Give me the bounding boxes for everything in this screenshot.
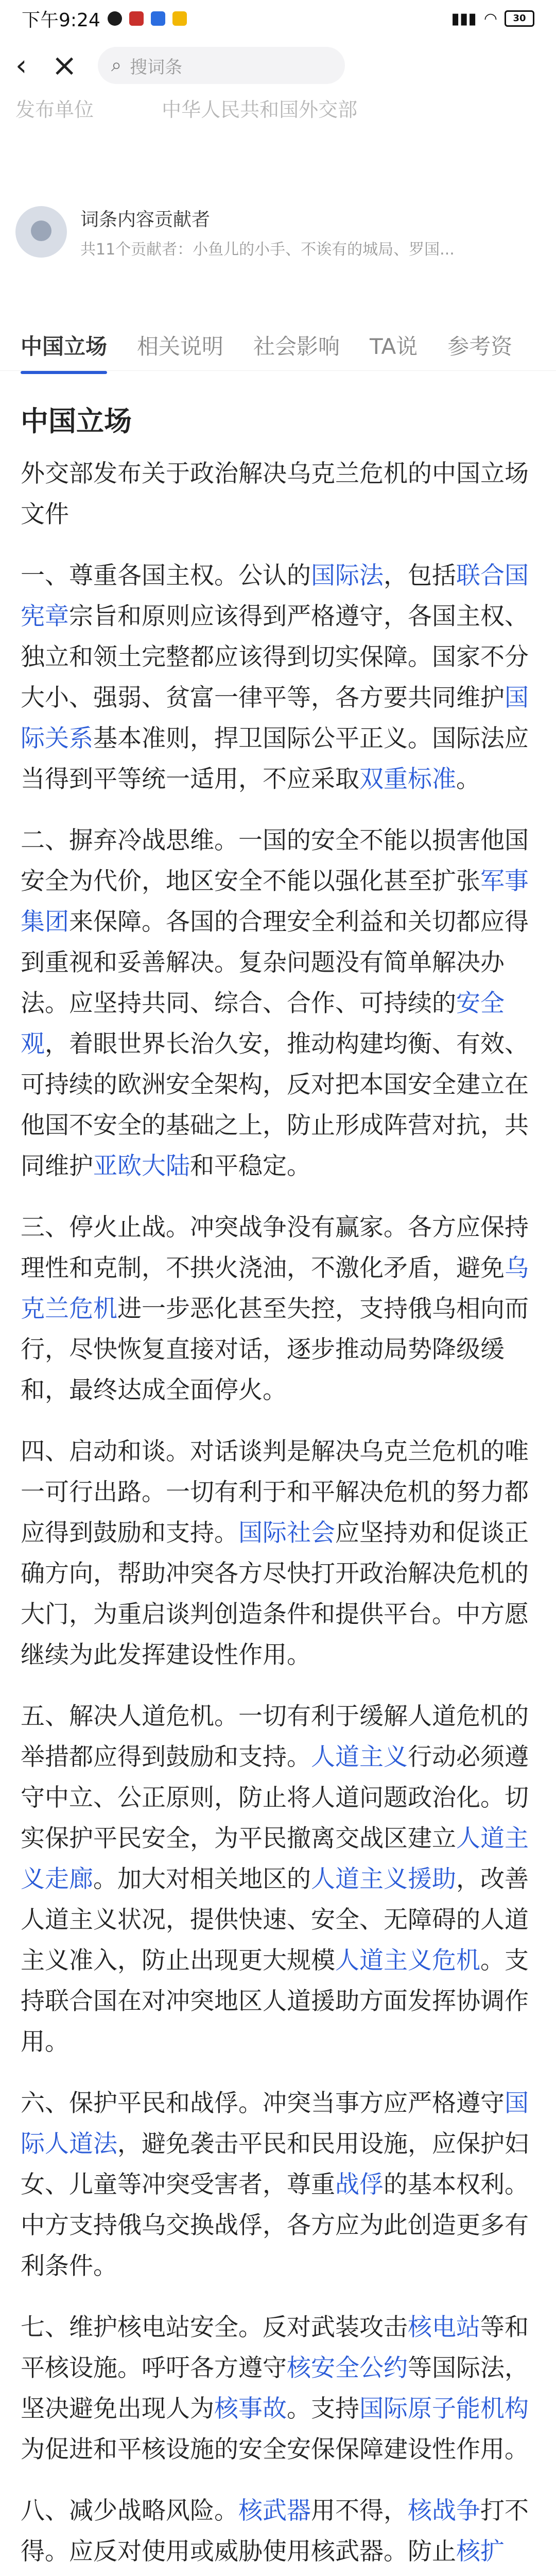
term-link[interactable]: 国际法 — [311, 562, 384, 590]
point-text: 进一步恶化甚至失控，支持俄乌相向而行，尽快恢复直接对话，逐步推动局势降级缓和，最终达成全面停火。 — [21, 1295, 529, 1404]
term-link[interactable]: 乌克兰危机 — [21, 1254, 529, 1323]
term-link[interactable]: 核武器 — [238, 2497, 311, 2525]
point-text: 。 — [456, 765, 480, 793]
term-link[interactable]: 联合国宪章 — [21, 562, 529, 631]
term-link[interactable]: 战俘 — [335, 2171, 384, 2199]
point-text: 。支持联合国在对冲突地区人道援助方面发挥协调作用。 — [21, 1946, 529, 2056]
point-text: 四、启动和谈。对话谈判是解决乌克兰危机的唯一可行出路。一切有利于和平解决危机的努力都应得到鼓励和支持。 — [21, 1437, 529, 1547]
search-icon: ⌕ — [111, 55, 122, 76]
term-link[interactable]: 核安全公约 — [287, 2354, 408, 2382]
status-bar — [0, 0, 556, 37]
infobox-label: 发布单位 — [15, 98, 94, 121]
notification-icon — [108, 11, 122, 26]
term-link[interactable]: 核电站 — [408, 2313, 480, 2342]
term-link[interactable]: 军事集团 — [21, 867, 529, 936]
point-text: 六、保护平民和战俘。冲突当事方应严格遵守 — [21, 2089, 505, 2117]
point-text: 和平稳定。 — [190, 1152, 311, 1180]
point-text: 基本准则，捍卫国际公平正义。国际法应当得到平等统一适用，不应采取 — [21, 724, 529, 793]
status-left — [22, 6, 187, 32]
point-text: 八、减少战略风险。 — [21, 2497, 238, 2525]
point-text: 一、尊重各国主权。公认的 — [21, 562, 311, 590]
faded-infobox-row — [15, 94, 541, 130]
position-point — [21, 1431, 535, 1675]
position-point — [21, 2490, 535, 2576]
tab-references[interactable]: 参考资 — [447, 333, 513, 359]
position-point — [21, 2307, 535, 2470]
close-icon[interactable]: × — [51, 47, 78, 83]
intro-paragraph: 外交部发布关于政治解决乌克兰危机的中国立场文件 — [21, 460, 529, 529]
contributor-title: 词条内容贡献者 — [80, 209, 211, 230]
contributors-panel[interactable] — [0, 196, 556, 268]
point-text: 三、停火止战。冲突战争没有赢家。各方应保持理性和克制，不拱火浇油，不激化矛盾，避免 — [21, 1213, 529, 1282]
point-text: 来保障。各国的合理安全利益和关切都应得到重视和妥善解决。复杂问题没有简单解决办法。应坚持共同、综合、合作、可持续的 — [21, 908, 529, 1018]
term-link[interactable]: 亚欧大陆 — [93, 1152, 190, 1180]
point-text: 。加大对相关地区的 — [93, 1865, 311, 1893]
wifi-icon: ◠ — [483, 9, 497, 28]
signal-icon: ▮▮▮ — [451, 9, 477, 28]
position-point — [21, 555, 535, 800]
search-input[interactable] — [98, 47, 345, 84]
point-text: 七、维护核电站安全。反对武装攻击 — [21, 2313, 408, 2342]
point-text: ，包括 — [384, 562, 456, 590]
point-text: 等国际法，坚决避免出现人为 — [21, 2354, 529, 2423]
point-text: 打不得。应反对使用或威胁使用核武器。防止 — [21, 2497, 529, 2566]
point-text: 宗旨和原则应该得到严格遵守，各国主权、独立和领土完整都应该得到切实保障。国家不分大小、强弱、贫富一律平等，各方要共同维护 — [21, 602, 529, 712]
point-text: 用不得， — [311, 2497, 408, 2525]
app-notification-icon — [129, 11, 144, 26]
point-text: ，避免袭击平民和民用设施，应保护妇女、儿童等冲突受害者，尊重 — [21, 2130, 529, 2199]
contributor-subtitle: 共11个贡献者：小鱼儿的小手、不诶有的城局、罗国... — [80, 240, 455, 259]
point-text: 二、摒弃冷战思维。一国的安全不能以损害他国安全为代价，地区安全不能以强化甚至扩张 — [21, 826, 529, 895]
position-points — [21, 555, 535, 2576]
position-point — [21, 820, 535, 1187]
point-text: 应坚持劝和促谈正确方向，帮助冲突各方尽快打开政治解决危机的大门，为重启谈判创造条件和提供平台。中方愿继续为此发挥建设性作用。 — [21, 1519, 529, 1669]
position-point — [21, 1696, 535, 2062]
term-link[interactable]: 核事故 — [214, 2395, 287, 2423]
back-icon[interactable]: ‹ — [15, 48, 27, 82]
term-link[interactable]: 安全观 — [21, 989, 505, 1058]
term-link[interactable]: 国际社会 — [238, 1519, 335, 1547]
point-text: 行动必须遵守中立、公正原则，防止将人道问题政治化。切实保护平民安全，为平民撤离交战区建立 — [21, 1743, 529, 1853]
term-link[interactable]: 人道主义危机 — [335, 1946, 480, 1975]
term-link[interactable]: 人道主义援助 — [311, 1865, 456, 1893]
term-link[interactable]: 国际原子能机构 — [359, 2395, 529, 2423]
tab-social-impact[interactable]: 社会影响 — [253, 333, 340, 359]
search-placeholder: 搜词条 — [130, 57, 183, 78]
battery-icon: 30 — [505, 10, 534, 27]
point-text: 为促进和平核设施的安全安保保障建设性作用。 — [21, 2435, 529, 2464]
point-text: 等和平核设施。呼吁各方遵守 — [21, 2313, 529, 2382]
article-body — [21, 453, 535, 2576]
infobox-value: 中华人民共和国外交部 — [162, 98, 358, 121]
tab-ta-says[interactable]: TA说 — [370, 333, 418, 359]
point-text: 。支持 — [287, 2395, 359, 2423]
term-link[interactable]: 人道主义走廊 — [21, 1824, 529, 1893]
position-point — [21, 2083, 535, 2286]
point-text: 五、解决人道危机。一切有利于缓解人道危机的举措都应得到鼓励和支持。 — [21, 1702, 529, 1771]
position-point — [21, 1207, 535, 1411]
status-right — [451, 10, 534, 28]
tab-related-notes[interactable]: 相关说明 — [137, 333, 224, 359]
point-text: ，改善人道主义状况，提供快速、安全、无障碍的人道主义准入，防止出现更大规模 — [21, 1865, 529, 1975]
term-link[interactable]: 双重标准 — [359, 765, 456, 793]
term-link[interactable]: 人道主义 — [311, 1743, 408, 1771]
section-tabs — [0, 319, 556, 371]
term-link[interactable]: 核扩 — [456, 2537, 505, 2566]
app-notification-icon-2 — [151, 11, 165, 26]
tab-china-position[interactable]: 中国立场 — [21, 330, 107, 361]
term-link[interactable]: 国际关系 — [21, 684, 529, 753]
section-title: 中国立场 — [21, 405, 132, 437]
point-text: 的基本权利。中方支持俄乌交换战俘，各方应为此创造更多有利条件。 — [21, 2171, 529, 2280]
status-time: 下午9:24 — [22, 9, 100, 31]
app-notification-icon-3 — [172, 11, 187, 26]
term-link[interactable]: 核战争 — [408, 2497, 480, 2525]
top-nav — [0, 37, 556, 94]
point-text: ，着眼世界长治久安，推动构建均衡、有效、可持续的欧洲安全架构，反对把本国安全建立在他国不安全的基础之上，防止形成阵营对抗，共同维护 — [21, 1030, 529, 1180]
term-link[interactable]: 国际人道法 — [21, 2089, 529, 2158]
contributor-avatar — [15, 206, 67, 258]
